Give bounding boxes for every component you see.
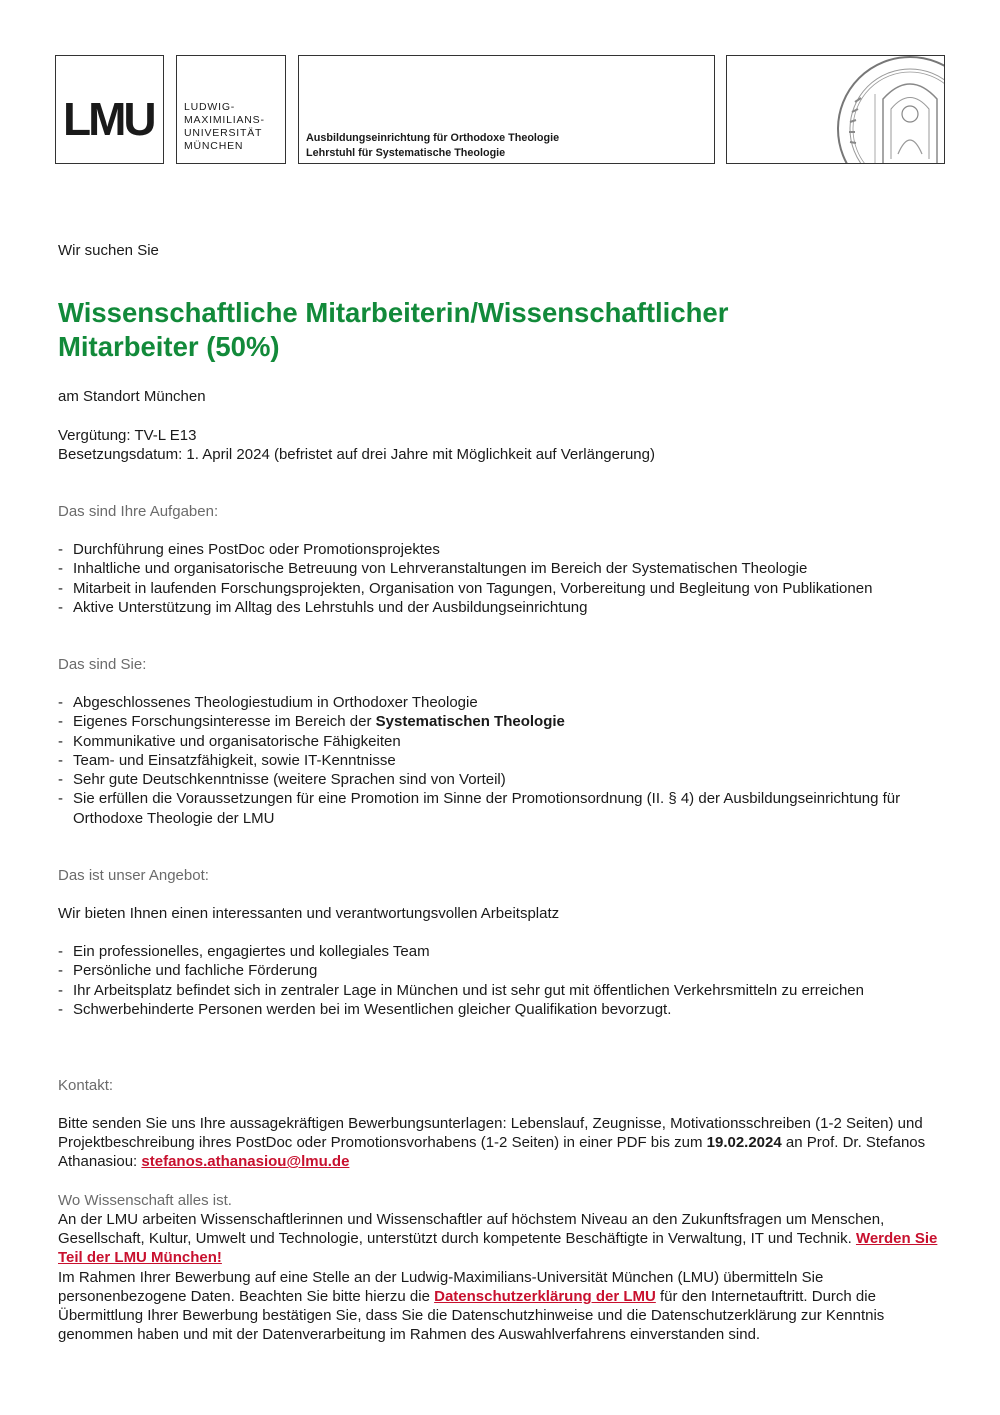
intro-text: Wir suchen Sie [58,242,159,259]
privacy-text-part: für den Internetauftritt. Durch die Übermittlung Ihrer Bewerbung bestätigen Sie, dass Sie die Datenschutzhinweise und die Datenschutzerklärung zur Kenntnis genommen haben und mit der Datenverarbeitung im Rahmen des Auswahlverfahrens einverstanden sind. [58,1288,885,1343]
list-item: - Durchführung eines PostDoc oder Promotionsprojektes [58,540,948,559]
university-name-box [176,55,286,164]
privacy-text [58,1268,943,1344]
about-text-part: An der LMU arbeiten Wissenschaftlerinnen und Wissenschaftler auf höchstem Niveau an den Zukunftsfragen um Menschen, Gesellschaft, Kultur, Umwelt und Technologie, unterstützt durch kompetente Beschäftigte in Verwaltung, IT und Technik. [58,1211,885,1247]
email-link[interactable]: stefanos.athanasiou@lmu.de [141,1153,350,1170]
about-text [58,1210,943,1267]
list-item [58,712,948,731]
department-line: Ausbildungseinrichtung für Orthodoxe Theologie [306,132,560,144]
department-box [298,55,715,164]
offer-list [58,942,948,1019]
salary-text: Vergütung: TV-L E13 [58,427,197,444]
offer-intro: Wir bieten Ihnen einen interessanten und verantwortungsvollen Arbeitsplatz [58,905,560,922]
contact-heading: Kontakt: [58,1077,114,1094]
list-item: - Inhaltliche und organisatorische Betreuung von Lehrveranstaltungen im Bereich der Systematischen Theologie [58,559,948,578]
university-name-line: MAXIMILIANS- [184,114,265,126]
privacy-text-part: Im Rahmen Ihrer Bewerbung auf eine Stelle an der Ludwig-Maximilians-Universität München (LMU) übermitteln Sie personenbezogene Daten. Beachten Sie bitte hierzu die [58,1269,824,1305]
privacy-policy-link[interactable]: Datenschutzerklärung der LMU [434,1288,656,1305]
university-name-line: LUDWIG- [184,101,236,113]
lmu-logo [55,55,164,164]
page-title: Wissenschaftliche Mitarbeiterin/Wissenschaftlicher Mitarbeiter (50%) [58,297,729,362]
contact-text-part: Bitte senden Sie uns Ihre aussagekräftigen Bewerbungsunterlagen: Lebenslauf, Zeugnisse, Motivationsschreiben (1-2 Seiten) und Projektbeschreibung ihres PostDoc oder Promotionsvorhabens (1-2 Seiten) in einer PDF bis zum [58,1115,923,1151]
list-item: - Mitarbeit in laufenden Forschungsprojekten, Organisation von Tagungen, Vorbereitung und Begleitung von Publikationen [58,579,948,598]
contact-text [58,1114,943,1171]
university-seal-icon [835,55,945,164]
university-name-line: UNIVERSITÄT [184,127,263,139]
department-line: Lehrstuhl für Systematische Theologie [306,147,506,159]
list-item: - Team- und Einsatzfähigkeit, sowie IT-Kenntnisse [58,751,948,770]
start-date-text: Besetzungsdatum: 1. April 2024 (befristet auf drei Jahre mit Möglichkeit auf Verlängerung) [58,446,655,463]
list-item: - Persönliche und fachliche Förderung [58,961,948,980]
list-item: - Aktive Unterstützung im Alltag des Lehrstuhls und der Ausbildungseinrichtung [58,598,948,617]
profile-heading: Das sind Sie: [58,656,147,673]
department-name [306,131,559,161]
tasks-heading: Das sind Ihre Aufgaben: [58,503,219,520]
tagline: Wo Wissenschaft alles ist. [58,1192,232,1209]
contact-text-part: an Prof. Dr. Stefanos Athanasiou: [58,1134,926,1170]
offer-heading: Das ist unser Angebot: [58,867,209,884]
list-item: - Schwerbehinderte Personen werden bei im Wesentlichen gleicher Qualifikation bevorzugt. [58,1000,948,1019]
list-item: - Sie erfüllen die Voraussetzungen für eine Promotion im Sinne der Promotionsordnung (II. § 4) der Ausbildungseinrichtung für Orthodoxe Theologie der LMU [58,789,953,828]
list-item: - Sehr gute Deutschkenntnisse (weitere Sprachen sind von Vorteil) [58,770,948,789]
location-text: am Standort München [58,388,206,405]
list-item-text: Eigenes Forschungsinteresse im Bereich der [73,713,376,731]
list-item: - Kommunikative und organisatorische Fähigkeiten [58,732,948,751]
deadline-date: 19.02.2024 [706,1134,782,1151]
list-item-emphasis: Systematischen Theologie [375,713,565,731]
university-name [184,101,265,153]
university-seal-box [726,55,945,164]
university-name-line: MÜNCHEN [184,140,244,152]
tasks-list [58,540,948,617]
lmu-logo-text: LMU [63,93,154,145]
join-lmu-link[interactable]: Werden Sie Teil der LMU München! [58,1230,938,1266]
list-item: - Ihr Arbeitsplatz befindet sich in zentraler Lage in München und ist sehr gut mit öffentlichen Verkehrsmitteln zu erreichen [58,981,948,1000]
profile-list [58,693,948,828]
list-item: - Abgeschlossenes Theologiestudium in Orthodoxer Theologie [58,693,948,712]
list-item: - Ein professionelles, engagiertes und kollegiales Team [58,942,948,961]
